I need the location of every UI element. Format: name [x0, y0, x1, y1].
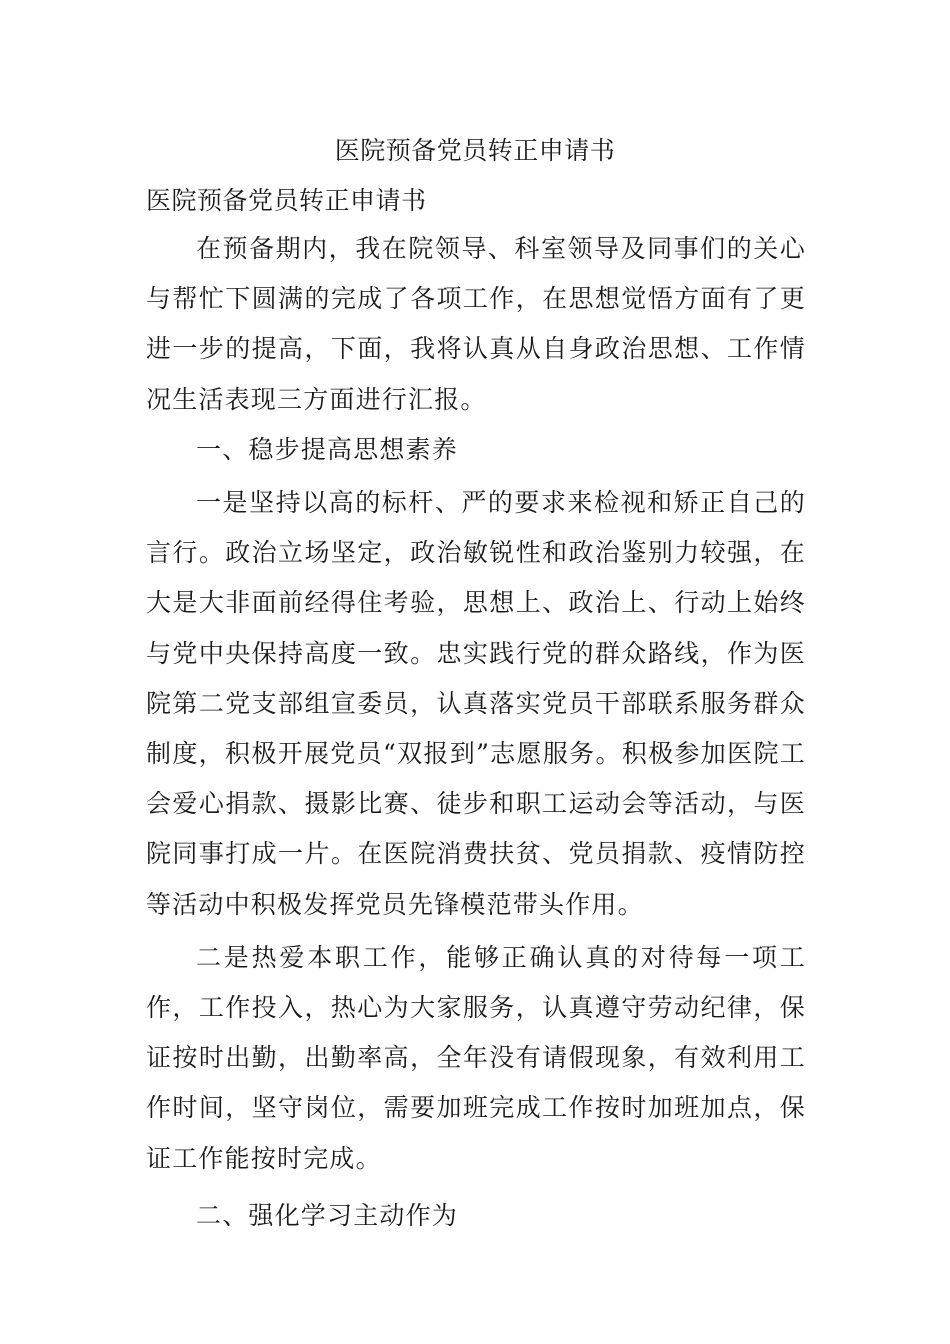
- section-heading-1: 一、稳步提高思想素养: [196, 434, 459, 464]
- document-body: [146, 224, 806, 1241]
- paragraph-point-2: 二是热爱本职工作，能够正确认真的对待每一项工作，工作投入，热心为大家服务，认真遵守劳动纪律，保证按时出勤，出勤率高，全年没有请假现象，有效利用工作时间，坚守岗位，需要加班完成工作按时加班加点，保证工作能按时完成。: [146, 942, 806, 1173]
- document-title: 医院预备党员转正申请书: [334, 136, 616, 165]
- paragraph-intro: 在预备期内，我在院领导、科室领导及同事们的关心与帮忙下圆满的完成了各项工作，在思想觉悟方面有了更进一步的提高，下面，我将认真从自身政治思想、工作情况生活表现三方面进行汇报。: [146, 234, 806, 414]
- section-heading-2: 二、强化学习主动作为: [196, 1200, 459, 1230]
- document-subtitle: 医院预备党员转正申请书: [146, 186, 427, 215]
- paragraph-point-1: 一是坚持以高的标杆、严的要求来检视和矫正自己的言行。政治立场坚定，政治敏锐性和政治鉴别力较强，在大是大非面前经得住考验，思想上、政治上、行动上始终与党中央保持高度一致。忠实践行党的群众路线，作为医院第二党支部组宣委员，认真落实党员干部联系服务群众制度，积极开展党员“双报到”志愿服务。积极参加医院工会爱心捐款、摄影比赛、徒步和职工运动会等活动，与医院同事打成一片。在医院消费扶贫、党员捐款、疫情防控等活动中积极发挥党员先锋模范带头作用。: [146, 488, 806, 919]
